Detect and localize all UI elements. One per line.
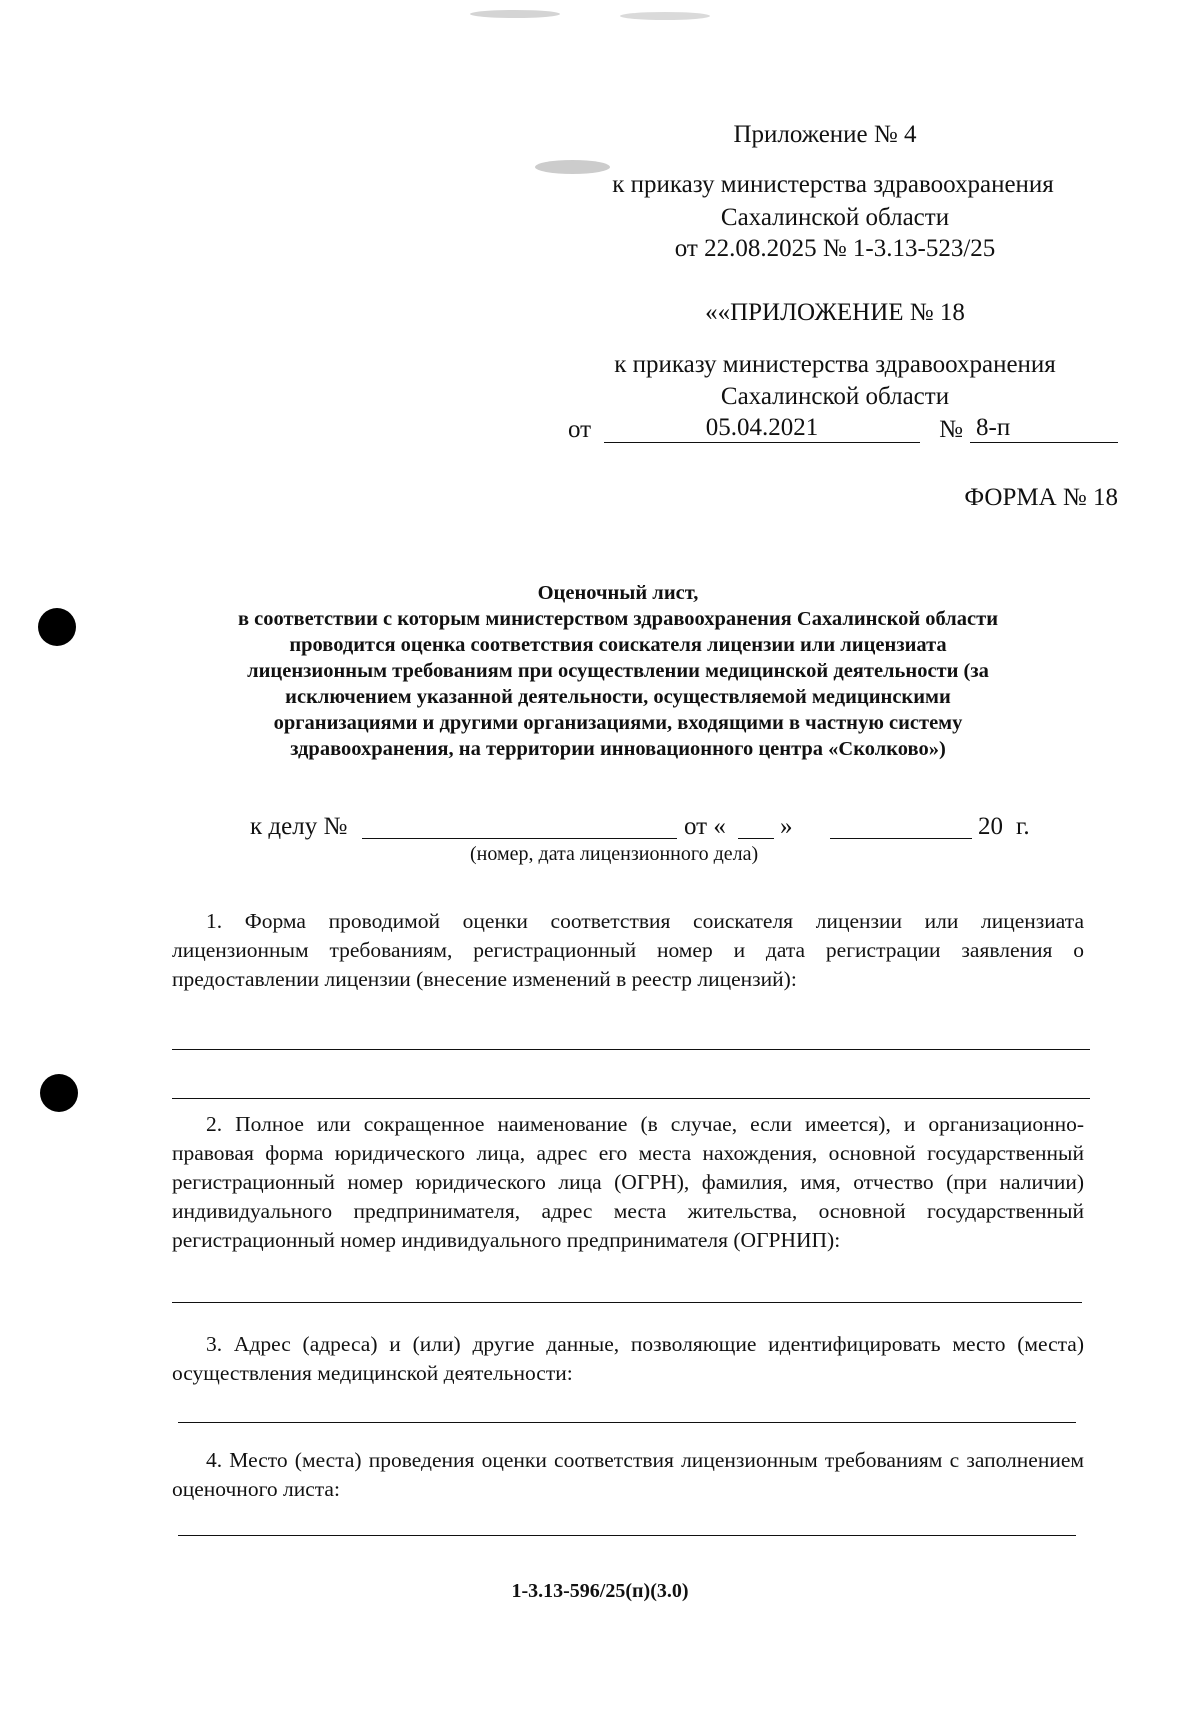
title-line-6: организациями и другими организациями, входящими в частную систему — [273, 712, 963, 734]
title-line-7: здравоохранения, на территории инновационного центра «Сколково») — [290, 738, 946, 760]
case-label: к делу № — [250, 813, 348, 840]
section-3-text: 3. Адрес (адреса) и (или) другие данные, позволяющие идентифицировать место (места) осуществления медицинской деятельности: — [172, 1332, 1084, 1385]
case-number-field — [362, 812, 677, 839]
region-line-2: Сахалинской области — [720, 383, 950, 410]
section-4-text: 4. Место (места) проведения оценки соответствия лицензионным требованиям с заполнением оценочного листа: — [172, 1448, 1084, 1501]
title-line-5: исключением указанной деятельности, осуществляемой медицинскими — [285, 686, 951, 708]
section-3-line — [178, 1422, 1076, 1423]
title-line-1: Оценочный лист, — [537, 582, 699, 604]
case-caption: (номер, дата лицензионного дела) — [470, 843, 759, 865]
case-year-label: 20 — [978, 813, 1003, 840]
section-4-line — [178, 1535, 1076, 1536]
from-label: от — [568, 416, 592, 443]
section-1-line-2 — [172, 1098, 1090, 1099]
form-label: ФОРМА № 18 — [964, 484, 1118, 511]
order-line-2: к приказу министерства здравоохранения — [614, 351, 1056, 378]
case-from-label: от « — [684, 813, 726, 840]
punch-hole-top — [38, 608, 76, 646]
section-2-line — [172, 1302, 1082, 1303]
case-quote-close: » — [780, 813, 793, 840]
section-2-text: 2. Полное или сокращенное наименование (в случае, если имеется), и организационно-правовая форма юридического лица, адрес его места нахождения, основной государственный регистрационный номер юридического лица (ОГРН), фамилия, имя, отчество (при наличии) индивидуального предпринимателя, адрес места жительства, основной государственный регистрационный номер индивидуального предпринимателя (ОГРНИП): — [172, 1112, 1084, 1252]
order-date-number: от 22.08.2025 № 1-3.13-523/25 — [674, 235, 996, 262]
number-label: № — [939, 416, 963, 443]
scan-speck — [470, 10, 560, 18]
order-line: к приказу министерства здравоохранения — [612, 171, 1054, 198]
footer-code: 1-3.13-596/25(п)(3.0) — [511, 1580, 689, 1602]
order-number-field: 8-п — [970, 414, 1118, 443]
scan-speck — [620, 12, 710, 20]
section-1-line-1 — [172, 1049, 1090, 1050]
case-day-field — [738, 812, 774, 839]
region-line: Сахалинской области — [720, 204, 950, 231]
appendix-18-title: ««ПРИЛОЖЕНИЕ № 18 — [705, 299, 965, 326]
order-date-field: 05.04.2021 — [604, 414, 920, 443]
title-line-2: в соответствии с которым министерством здравоохранения Сахалинской области — [237, 608, 999, 630]
appendix-title: Приложение № 4 — [733, 121, 917, 148]
section-1-text: 1. Форма проводимой оценки соответствия соискателя лицензии или лицензиата лицензионным требованиям, регистрационный номер и дата регистрации заявления о предоставлении лицензии (внесение изменений в реестр лицензий): — [172, 909, 1084, 991]
title-line-4: лицензионным требованиям при осуществлении медицинской деятельности (за — [247, 660, 989, 682]
case-month-field — [830, 812, 972, 839]
title-line-3: проводится оценка соответствия соискателя лицензии или лицензиата — [289, 634, 947, 656]
section-2 — [172, 1110, 1084, 1255]
document-title — [150, 580, 1086, 762]
section-3 — [172, 1330, 1084, 1388]
section-1 — [172, 907, 1084, 994]
case-year-suffix: г. — [1016, 813, 1030, 840]
punch-hole-bottom — [40, 1074, 78, 1112]
section-4 — [172, 1446, 1084, 1504]
